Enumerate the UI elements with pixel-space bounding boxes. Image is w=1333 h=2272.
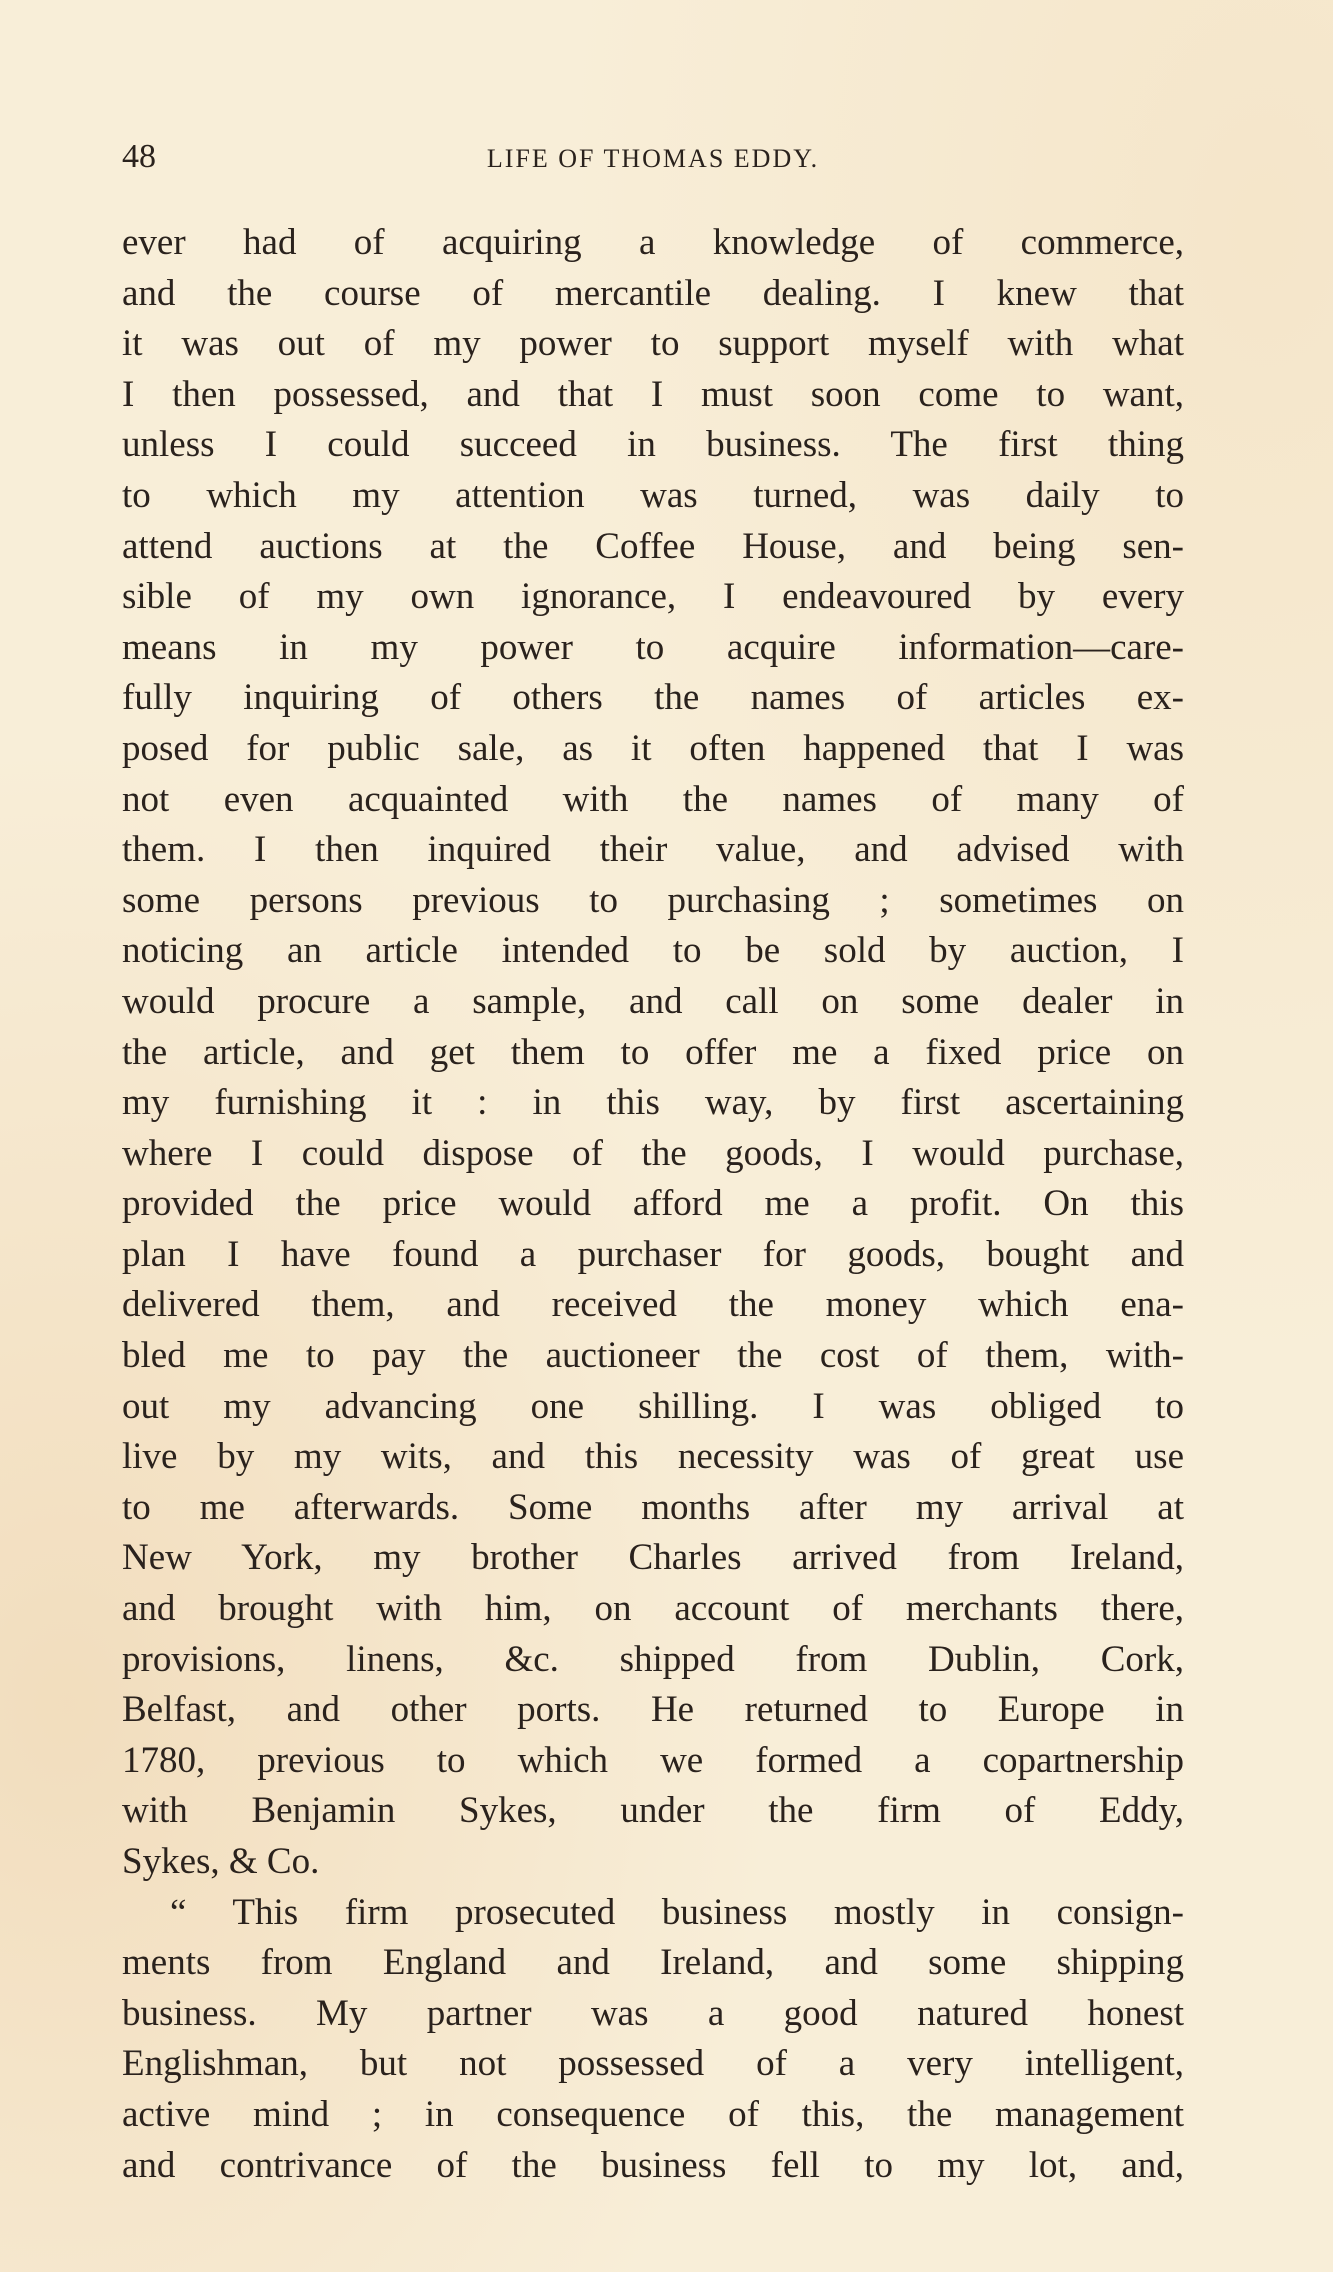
text-line: to me afterwards. Some months after my arrival at (122, 1486, 1184, 1528)
text-line: plan I have found a purchaser for goods, bought and (122, 1233, 1184, 1275)
text-line: ments from England and Ireland, and some shipping (122, 1942, 1184, 1984)
running-title: LIFE OF THOMAS EDDY. (486, 144, 820, 173)
text-line: “ This firm prosecuted business mostly in consign- (170, 1891, 1184, 1933)
text-line: and brought with him, on account of merchants there, (122, 1588, 1184, 1630)
text-line: delivered them, and received the money which ena- (122, 1284, 1184, 1326)
text-line: Englishman, but not possessed of a very intelligent, (122, 2043, 1184, 2085)
text-line: out my advancing one shilling. I was obliged to (122, 1385, 1184, 1427)
text-line: unless I could succeed in business. The first thing (122, 424, 1184, 466)
body-text (122, 218, 1184, 2191)
text-line: my furnishing it : in this way, by first ascertaining (122, 1082, 1184, 1124)
text-line: bled me to pay the auctioneer the cost of them, with- (122, 1335, 1184, 1377)
text-line: some persons previous to purchasing ; sometimes on (122, 879, 1184, 921)
text-line: and contrivance of the business fell to my lot, and, (122, 2144, 1184, 2186)
page-number: 48 (122, 138, 156, 175)
text-line: Belfast, and other ports. He returned to Europe in (122, 1689, 1184, 1731)
text-line: provided the price would afford me a profit. On this (122, 1183, 1184, 1225)
text-line: means in my power to acquire information—care- (122, 626, 1184, 668)
text-line: live by my wits, and this necessity was of great use (122, 1436, 1184, 1478)
text-line: I then possessed, and that I must soon come to want, (122, 373, 1184, 415)
text-line: fully inquiring of others the names of articles ex- (122, 677, 1184, 719)
page-header (122, 138, 1184, 182)
text-line: 1780, previous to which we formed a copartnership (122, 1739, 1184, 1781)
text-line: with Benjamin Sykes, under the firm of Eddy, (122, 1790, 1184, 1832)
text-line: the article, and get them to offer me a fixed price on (122, 1031, 1184, 1073)
text-line: them. I then inquired their value, and advised with (122, 829, 1184, 871)
text-line: attend auctions at the Coffee House, and being sen- (122, 525, 1184, 567)
text-line: sible of my own ignorance, I endeavoured by every (122, 576, 1184, 618)
text-line: provisions, linens, &c. shipped from Dublin, Cork, (122, 1638, 1184, 1680)
text-line: and the course of mercantile dealing. I knew that (122, 272, 1184, 314)
text-line: it was out of my power to support myself with what (122, 323, 1184, 365)
text-line: active mind ; in consequence of this, the management (122, 2093, 1184, 2135)
text-line: where I could dispose of the goods, I would purchase, (122, 1132, 1184, 1174)
text-line: New York, my brother Charles arrived from Ireland, (122, 1537, 1184, 1579)
text-line: Sykes, & Co. (122, 1841, 320, 1882)
text-line: not even acquainted with the names of many of (122, 778, 1184, 820)
text-line: noticing an article intended to be sold by auction, I (122, 930, 1184, 972)
text-line: business. My partner was a good natured honest (122, 1992, 1184, 2034)
text-line: ever had of acquiring a knowledge of commerce, (122, 222, 1184, 263)
text-line: would procure a sample, and call on some dealer in (122, 980, 1184, 1022)
text-line: posed for public sale, as it often happened that I was (122, 727, 1184, 769)
text-line: to which my attention was turned, was daily to (122, 474, 1184, 516)
